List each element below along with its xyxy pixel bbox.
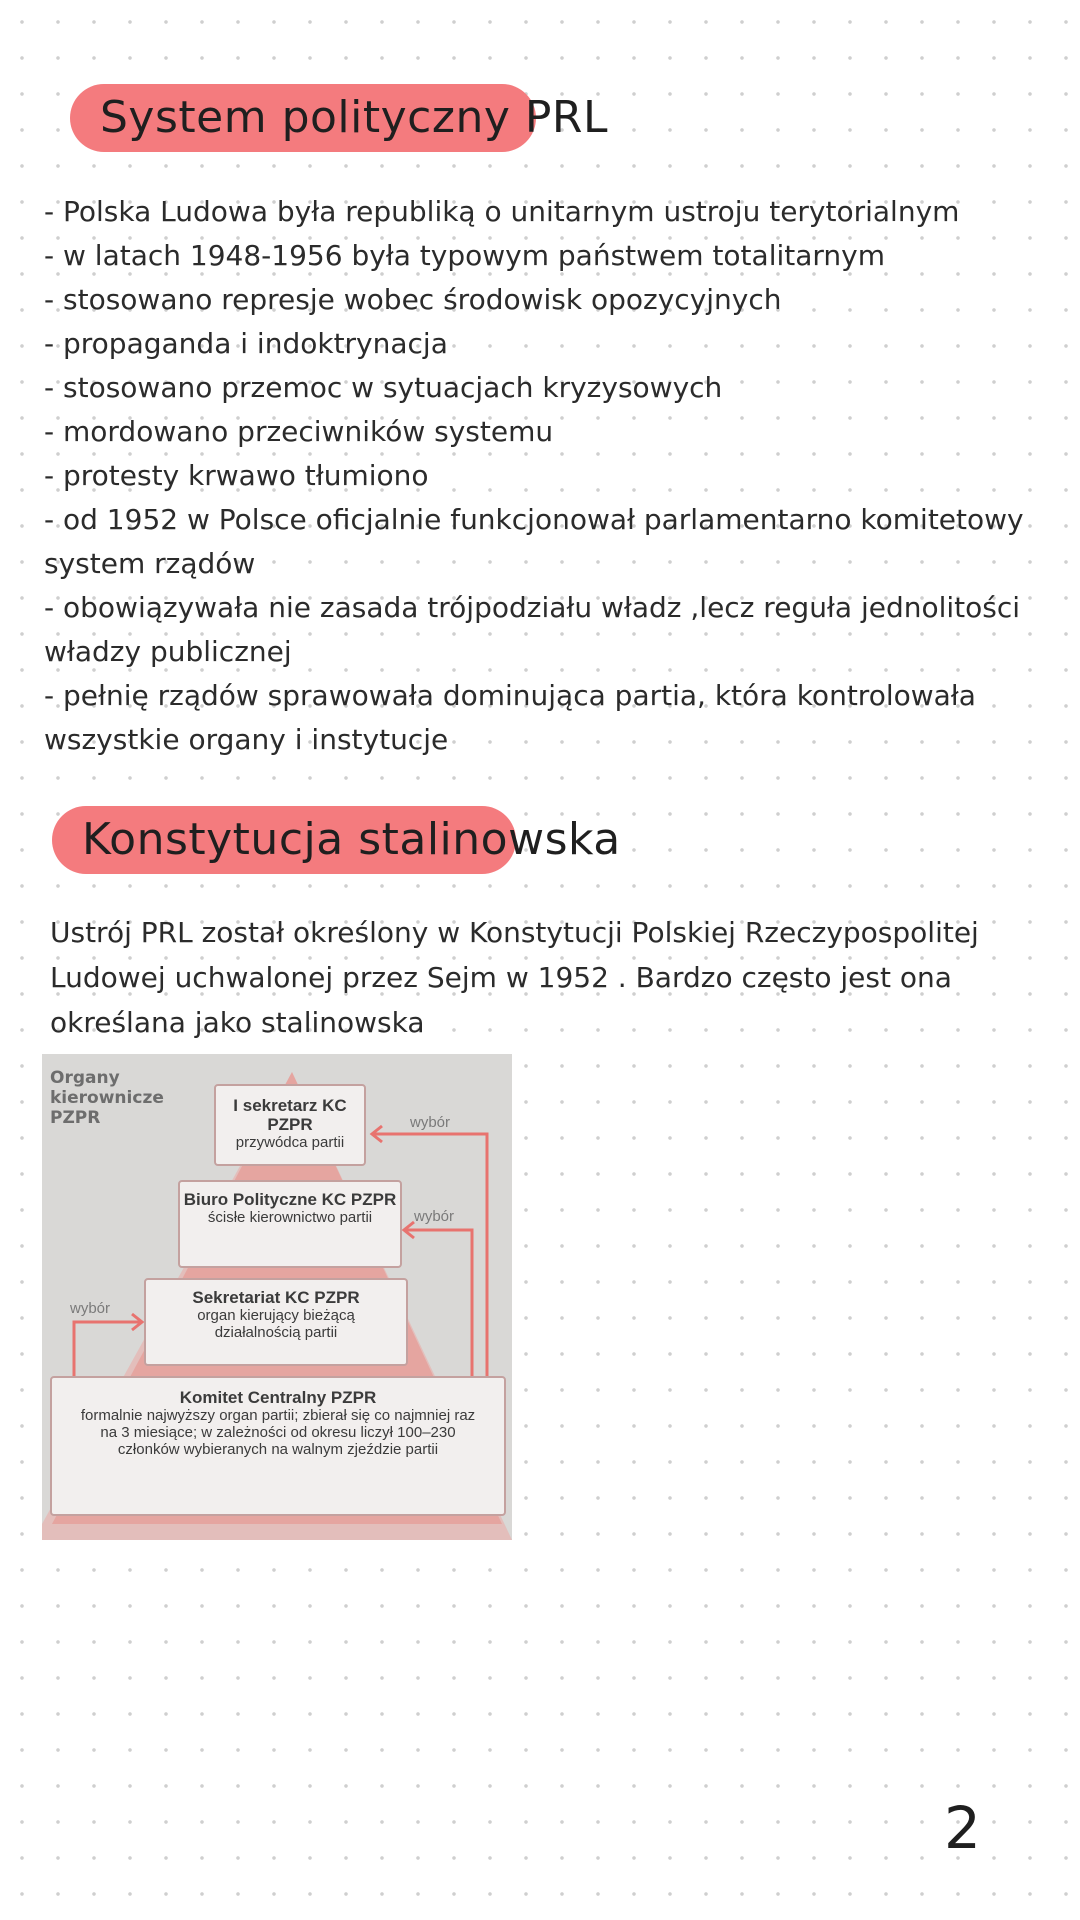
page-number: 2	[944, 1794, 981, 1862]
box-first-secretary	[214, 1084, 366, 1166]
box-description: organ kierujący bieżącą działalnością partii	[197, 1307, 355, 1341]
box-description: przywódca partii	[235, 1134, 345, 1151]
list-item: - protesty krwawo tłumiono	[44, 459, 429, 492]
box-title: Biuro Polityczne KC PZPR	[183, 1190, 397, 1209]
section-title-konstytucja: Konstytucja stalinowska	[52, 806, 516, 874]
election-label: wybór	[410, 1114, 451, 1131]
party-structure-diagram	[42, 1054, 512, 1540]
list-item: - pełnię rządów sprawowała dominująca partia, która kontrolowała wszystkie organy i instytucje	[44, 679, 976, 756]
box-central-committee	[50, 1376, 506, 1516]
section-title-system: System polityczny PRL	[70, 84, 536, 152]
list-item: - propaganda i indoktrynacja	[44, 327, 448, 360]
box-description: formalnie najwyższy organ partii; zbierał się co najmniej raz na 3 miesiące; w zależności od okresu liczył 100–230 członków wybieranych na walnym zjeździe partii	[80, 1407, 476, 1458]
list-item: - stosowano represje wobec środowisk opozycyjnych	[44, 283, 782, 316]
box-description: ścisłe kierownictwo partii	[207, 1209, 373, 1226]
box-title: Sekretariat KC PZPR	[192, 1288, 360, 1307]
list-item: - Polska Ludowa była republiką o unitarnym ustroju terytorialnym	[44, 195, 960, 228]
box-title: I sekretarz KC PZPR	[233, 1096, 347, 1134]
box-secretariat	[144, 1278, 408, 1366]
box-politburo	[178, 1180, 402, 1268]
list-item: - w latach 1948-1956 była typowym państwem totalitarnym	[44, 239, 885, 272]
election-label: wybór	[70, 1300, 111, 1317]
constitution-paragraph: Ustrój PRL został określony w Konstytucji Polskiej Rzeczypospolitej Ludowej uchwalonej przez Sejm w 1952 . Bardzo często jest ona określana jako stalinowska	[50, 916, 979, 1039]
list-item: - od 1952 w Polsce oficjalnie funkcjonował parlamentarno komitetowy system rządów	[44, 503, 1024, 580]
list-item: - stosowano przemoc w sytuacjach kryzysowych	[44, 371, 723, 404]
bullet-list	[44, 190, 1034, 762]
list-item: - mordowano przeciwników systemu	[44, 415, 554, 448]
box-title: Komitet Centralny PZPR	[179, 1388, 377, 1407]
election-label: wybór	[414, 1208, 455, 1225]
list-item: - obowiązywała nie zasada trójpodziału władz ,lecz reguła jednolitości władzy publicznej	[44, 591, 1021, 668]
diagram-heading: Organy kierownicze PZPR	[50, 1068, 164, 1128]
